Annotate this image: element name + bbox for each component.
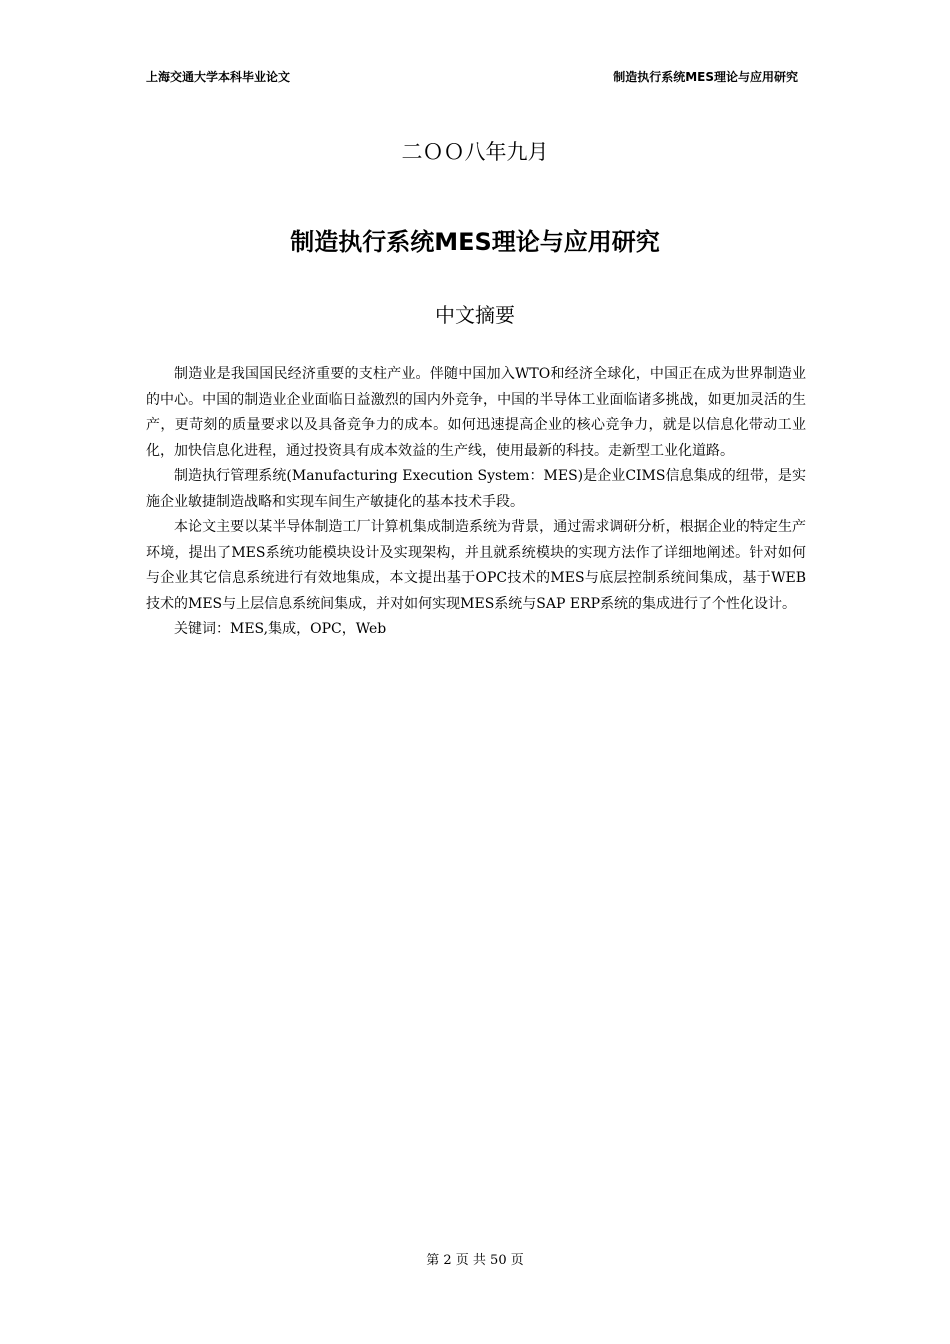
thesis-title: 制造执行系统MES理论与应用研究 bbox=[290, 228, 660, 256]
abstract-paragraph-1: 制造业是我国国民经济重要的支柱产业。伴随中国加入WTO和经济全球化，中国正在成为世界制造业的中心。中国的制造业企业面临日益激烈的国内外竞争，中国的半导体工业面临诸多挑战，如更加灵活的生产，更苛刻的质量要求以及具备竞争力的成本。如何迅速提高企业的核心竞争力，就是以信息化带动工业化，加快信息化进程，通过投资具有成本效益的生产线，使用最新的科技。走新型工业化道路。 bbox=[146, 366, 806, 459]
keywords-line: 关键词：MES,集成，OPC，Web bbox=[174, 621, 387, 637]
abstract-body bbox=[146, 362, 806, 643]
abstract-heading: 中文摘要 bbox=[435, 303, 515, 327]
header-rule bbox=[146, 90, 798, 91]
header-thesis-title: 制造执行系统MES理论与应用研究 bbox=[613, 70, 798, 84]
thesis-date: 二ＯＯ八年九月 bbox=[401, 140, 549, 164]
page-header bbox=[146, 68, 798, 88]
header-university: 上海交通大学本科毕业论文 bbox=[146, 70, 291, 84]
page-number: 第 2 页 共 50 页 bbox=[426, 1253, 524, 1268]
abstract-paragraph-3: 本论文主要以某半导体制造工厂计算机集成制造系统为背景，通过需求调研分析，根据企业的特定生产环境，提出了MES系统功能模块设计及实现架构，并且就系统模块的实现方法作了详细地阐述。针对如何与企业其它信息系统进行有效地集成，本文提出基于OPC技术的MES与底层控制系统间集成，基于WEB技术的MES与上层信息系统间集成，并对如何实现MES系统与SAP ERP系统的集成进行了个性化设计。 bbox=[146, 519, 806, 612]
abstract-paragraph-2: 制造执行管理系统(Manufacturing Execution System：MES)是企业CIMS信息集成的纽带，是实施企业敏捷制造战略和实现车间生产敏捷化的基本技术手段。 bbox=[146, 468, 806, 510]
